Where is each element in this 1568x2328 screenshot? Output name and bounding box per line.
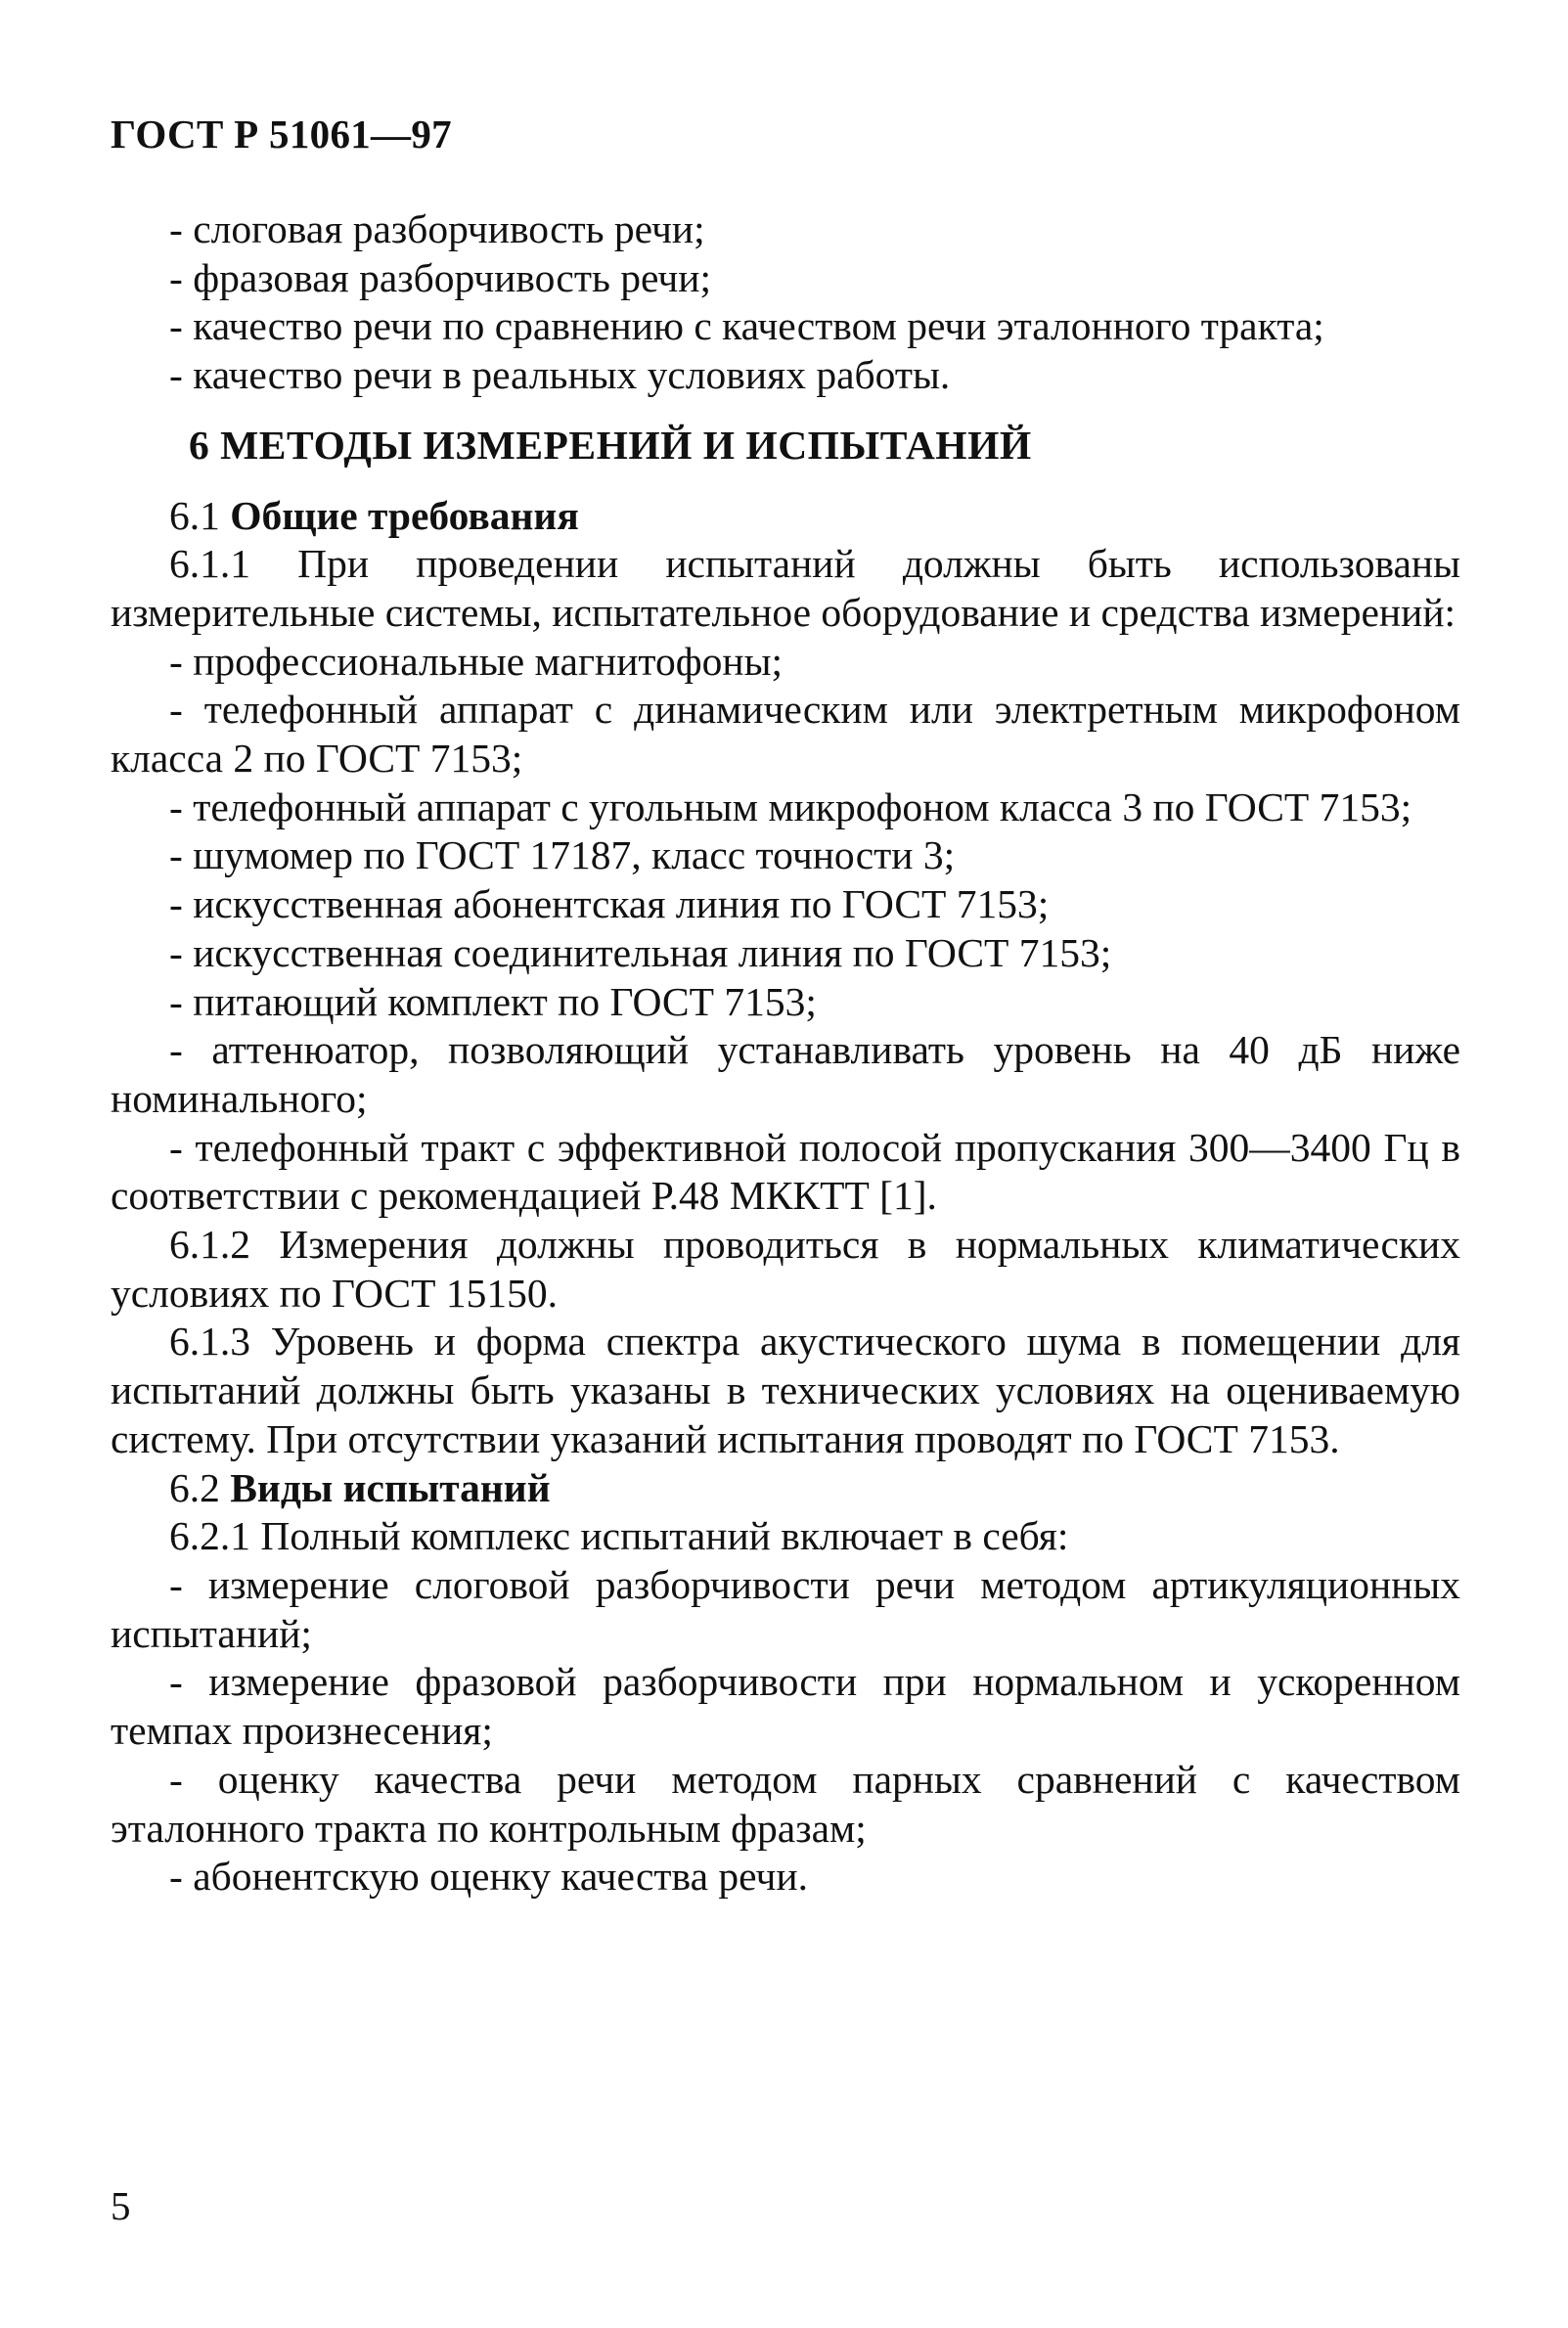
list-item: - фразовая разборчивость речи;: [169, 254, 712, 300]
page-number: 5: [111, 2183, 131, 2228]
subsection-heading: [111, 1464, 1460, 1513]
list-item: - телефонный аппарат с динамическим или электретным микрофоном класса 2 по ГОСТ 7153;: [111, 687, 1460, 782]
paragraph: 6.1.1 При проведении испытаний должны быть использованы измерительные системы, испытательное оборудование и средства измерений:: [111, 541, 1460, 635]
list-item: - измерение фразовой разборчивости при нормальном и ускоренном темпах произнесения;: [111, 1659, 1460, 1754]
subsection-heading: [111, 492, 1460, 541]
list-item: - профессиональные магнитофоны;: [169, 638, 783, 684]
list-item: - измерение слоговой разборчивости речи методом артикуляционных испытаний;: [111, 1561, 1460, 1656]
subsection-number: 6.1: [169, 492, 220, 538]
section-heading: 6 МЕТОДЫ ИЗМЕРЕНИЙ И ИСПЫТАНИЙ: [189, 422, 1032, 468]
list-item: - оценку качества речи методом парных сравнений с качеством эталонного тракта по контрольным фразам;: [111, 1756, 1460, 1851]
paragraph: 6.2.1 Полный комплекс испытаний включает в себя:: [169, 1513, 1069, 1559]
list-item: - телефонный тракт с эффективной полосой пропускания 300—3400 Гц в соответствии с рекомендацией Р.48 МККТТ [1].: [111, 1124, 1460, 1219]
list-item: - слоговая разборчивость речи;: [169, 206, 705, 251]
list-item: - шумомер по ГОСТ 17187, класс точности 3;: [169, 832, 956, 878]
body-text: [111, 205, 1460, 1902]
list-item: - питающий комплект по ГОСТ 7153;: [169, 978, 817, 1024]
list-item: - телефонный аппарат с угольным микрофоном класса 3 по ГОСТ 7153;: [169, 783, 1412, 829]
list-item: - абонентскую оценку качества речи.: [169, 1854, 808, 1900]
list-item: - качество речи по сравнению с качеством речи эталонного тракта;: [169, 303, 1324, 349]
subsection-title: Виды испытаний: [230, 1464, 551, 1510]
list-item: - качество речи в реальных условиях работы.: [169, 352, 951, 398]
list-item: - искусственная соединительная линия по ГОСТ 7153;: [169, 929, 1112, 975]
paragraph: 6.1.2 Измерения должны проводиться в нормальных климатических условиях по ГОСТ 15150.: [111, 1222, 1460, 1316]
list-item: - аттенюатор, позволяющий устанавливать уровень на 40 дБ ниже номинального;: [111, 1027, 1460, 1121]
subsection-number: 6.2: [169, 1464, 220, 1510]
paragraph: 6.1.3 Уровень и форма спектра акустического шума в помещении для испытаний должны быть указаны в технических условиях на оцениваемую систему. При отсутствии указаний испытания проводят по ГОСТ 7153.: [111, 1319, 1460, 1461]
subsection-title: Общие требования: [230, 492, 579, 538]
page-header: ГОСТ Р 51061—97: [111, 112, 452, 157]
list-item: - искусственная абонентская линия по ГОСТ 7153;: [169, 881, 1050, 927]
